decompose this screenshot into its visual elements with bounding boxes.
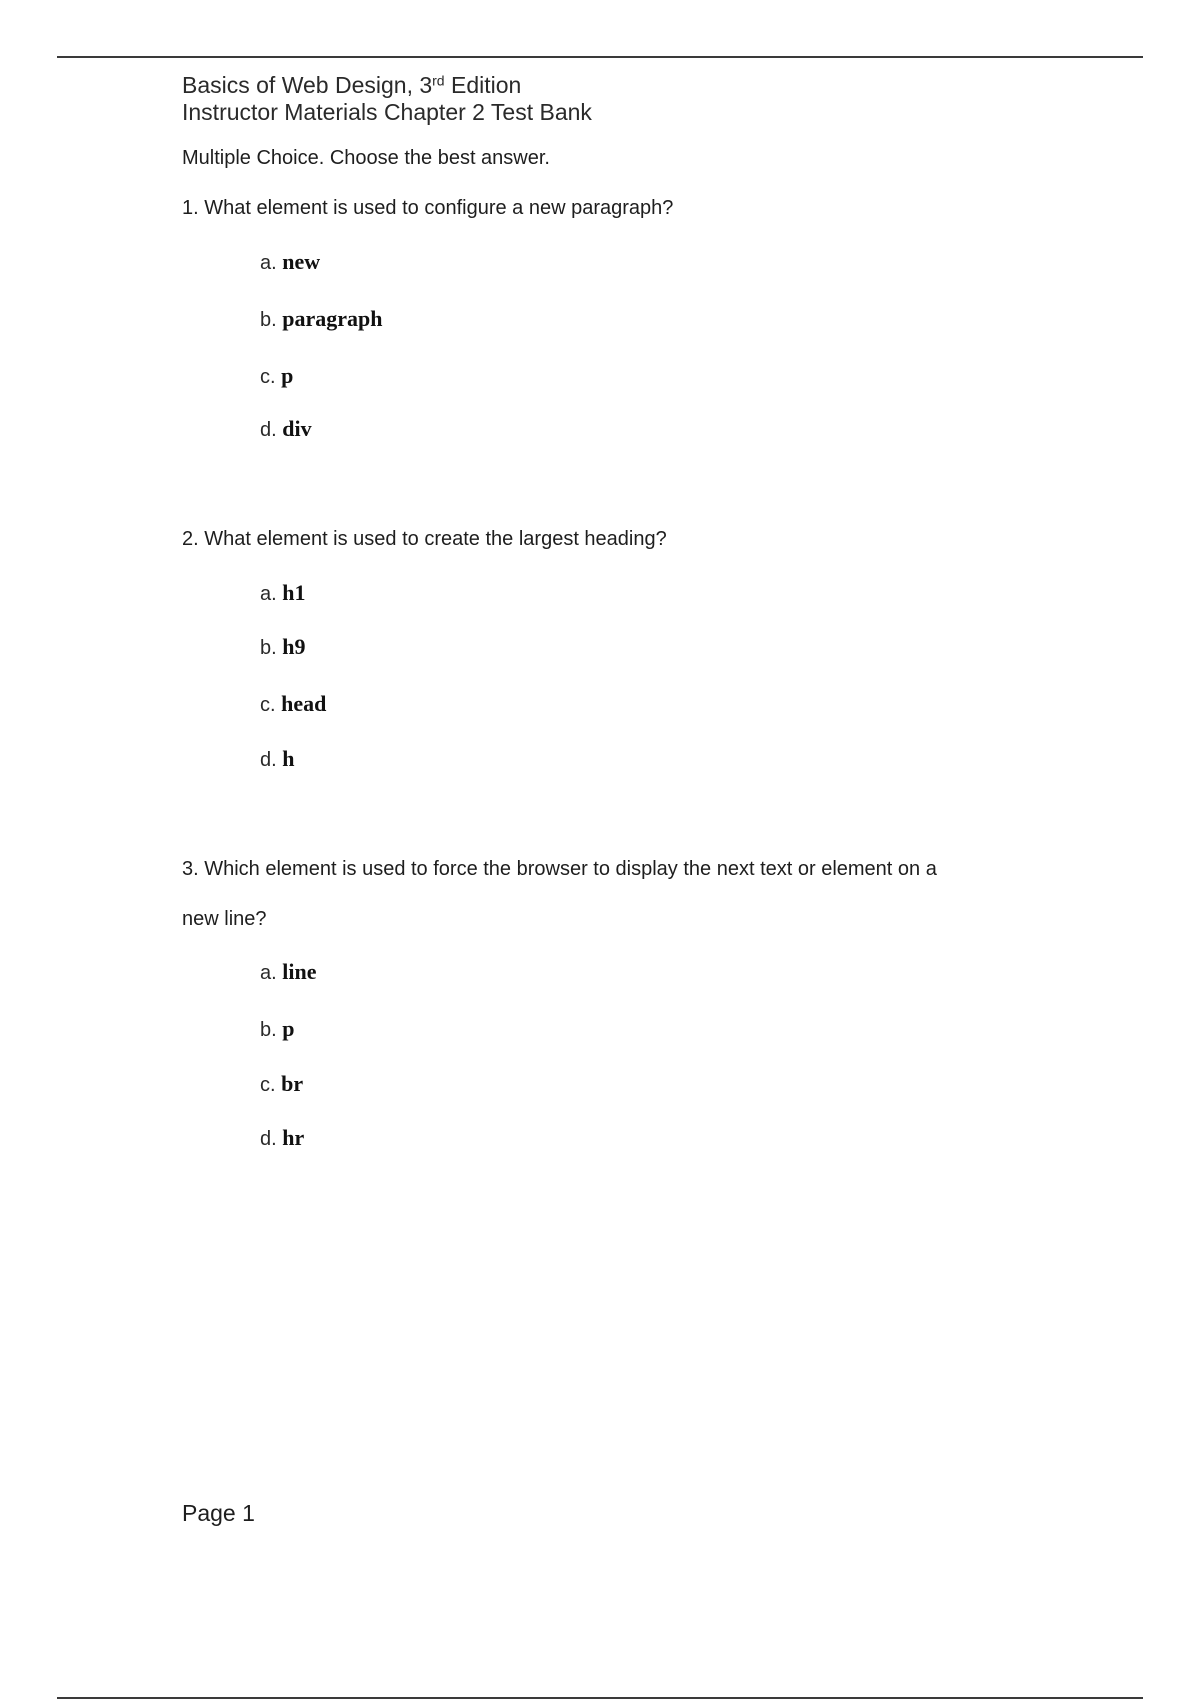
- option-answer: h1: [282, 580, 306, 605]
- question-2-option-a: a. h1: [260, 580, 306, 605]
- question-2-option-b: b. h9: [260, 634, 306, 659]
- option-answer: br: [281, 1071, 304, 1096]
- question-3-option-b: b. p: [260, 1016, 295, 1041]
- title-superscript: rd: [432, 72, 445, 89]
- question-2: 2. What element is used to create the largest heading?: [182, 528, 667, 550]
- question-3-continued: new line?: [182, 908, 267, 930]
- option-answer: h: [282, 746, 295, 771]
- option-answer: p: [282, 1016, 295, 1041]
- option-answer: h9: [282, 634, 306, 659]
- question-3: 3. Which element is used to force the browser to display the next text or element on a: [182, 858, 937, 880]
- question-3-option-d: d. hr: [260, 1125, 305, 1150]
- question-1-option-a: a. new: [260, 249, 321, 274]
- question-2-option-c: c. head: [260, 691, 327, 716]
- question-3-option-c: c. br: [260, 1071, 304, 1096]
- option-answer: div: [282, 416, 312, 441]
- question-1: 1. What element is used to configure a new paragraph?: [182, 197, 674, 219]
- bottom-rule: [57, 1697, 1143, 1699]
- option-answer: paragraph: [282, 306, 383, 331]
- instructions: Multiple Choice. Choose the best answer.: [182, 147, 550, 169]
- question-2-option-d: d. h: [260, 746, 295, 771]
- question-1-option-c: c. p: [260, 363, 294, 388]
- question-1-option-b: b. paragraph: [260, 306, 383, 331]
- top-rule: [57, 56, 1143, 58]
- question-1-option-d: d. div: [260, 416, 312, 441]
- question-3-option-a: a. line: [260, 959, 317, 984]
- page-number: Page 1: [182, 1500, 255, 1526]
- document-subtitle: Instructor Materials Chapter 2 Test Bank: [182, 99, 592, 125]
- option-answer: head: [281, 691, 327, 716]
- option-answer: p: [281, 363, 294, 388]
- document-title: Basics of Web Design, 3rd Edition: [182, 72, 522, 98]
- option-answer: line: [282, 959, 317, 984]
- option-answer: hr: [282, 1125, 305, 1150]
- option-answer: new: [282, 249, 321, 274]
